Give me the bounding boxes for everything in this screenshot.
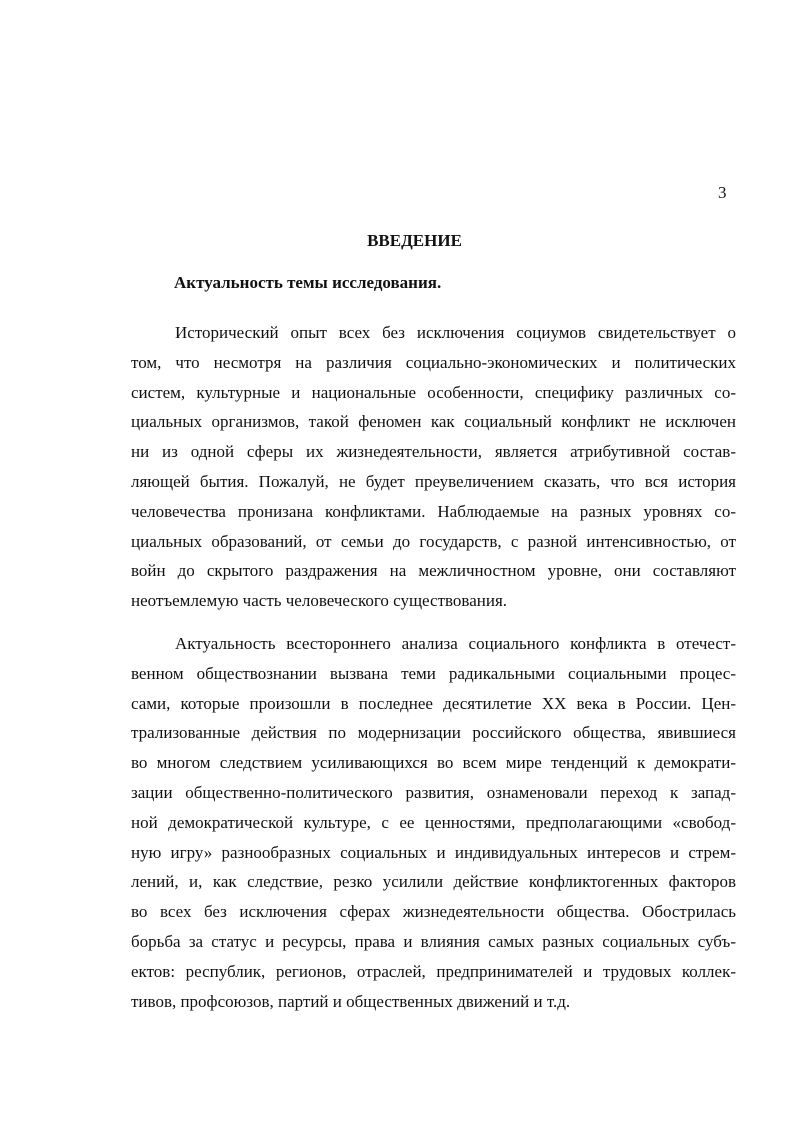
paragraph-line: тивов, профсоюзов, партий и общественных движений и т.д. — [131, 991, 571, 1011]
paragraph-line: человечества пронизана конфликтами. Наблюдаемые на разных уровнях со- — [131, 501, 736, 521]
paragraph-line: венном обществознании вызвана теми радикальными социальными процес- — [131, 663, 736, 683]
paragraph-line: систем, культурные и национальные особенности, специфику различных со- — [131, 382, 736, 402]
page-number: 3 — [718, 183, 727, 202]
section-title: ВВЕДЕНИЕ — [367, 231, 462, 250]
paragraph-line: том, что несмотря на различия социально-экономических и политических — [131, 352, 736, 372]
paragraph-line: ектов: республик, регионов, отраслей, предпринимателей и трудовых коллек- — [131, 961, 736, 981]
section-subheading: Актуальность темы исследования. — [174, 273, 442, 292]
paragraph-line: Актуальность всестороннего анализа социального конфликта в отечест- — [175, 634, 736, 653]
paragraph-1 — [131, 318, 736, 616]
paragraph-line: Исторический опыт всех без исключения социумов свидетельствует о — [175, 323, 736, 342]
paragraph-line: ляющей бытия. Пожалуй, не будет преувеличением сказать, что вся история — [131, 471, 736, 491]
paragraph-line: ную игру» разнообразных социальных и индивидуальных интересов и стрем- — [131, 842, 736, 862]
paragraph-line: трализованные действия по модернизации российского общества, явившиеся — [131, 723, 736, 743]
paragraph-line: неотъемлемую часть человеческого существования. — [131, 591, 508, 611]
paragraph-line: ни из одной сферы их жизнедеятельности, является атрибутивной состав- — [131, 442, 736, 462]
paragraph-line: зации общественно-политического развития, ознаменовали переход к запад- — [131, 782, 736, 802]
paragraph-line: войн до скрытого раздражения на межличностном уровне, они составляют — [131, 561, 736, 581]
paragraph-line: во всех без исключения сферах жизнедеятельности общества. Обострилась — [131, 902, 736, 922]
paragraph-line: борьба за статус и ресурсы, права и влияния самых разных социальных субъ- — [131, 931, 736, 951]
paragraph-line: ной демократической культуре, с ее ценностями, предполагающими «свобод- — [131, 812, 736, 832]
paragraph-2 — [131, 629, 736, 1016]
paragraph-line: лений, и, как следствие, резко усилили действие конфликтогенных факторов — [131, 872, 736, 892]
paragraph-line: циальных образований, от семьи до государств, с разной интенсивностью, от — [131, 531, 736, 551]
paragraph-line: циальных организмов, такой феномен как социальный конфликт не исключен — [131, 412, 736, 432]
paragraph-line: сами, которые произошли в последнее десятилетие XX века в России. Цен- — [131, 693, 736, 713]
paragraph-line: во многом следствием усиливающихся во всем мире тенденций к демократи- — [131, 753, 736, 773]
